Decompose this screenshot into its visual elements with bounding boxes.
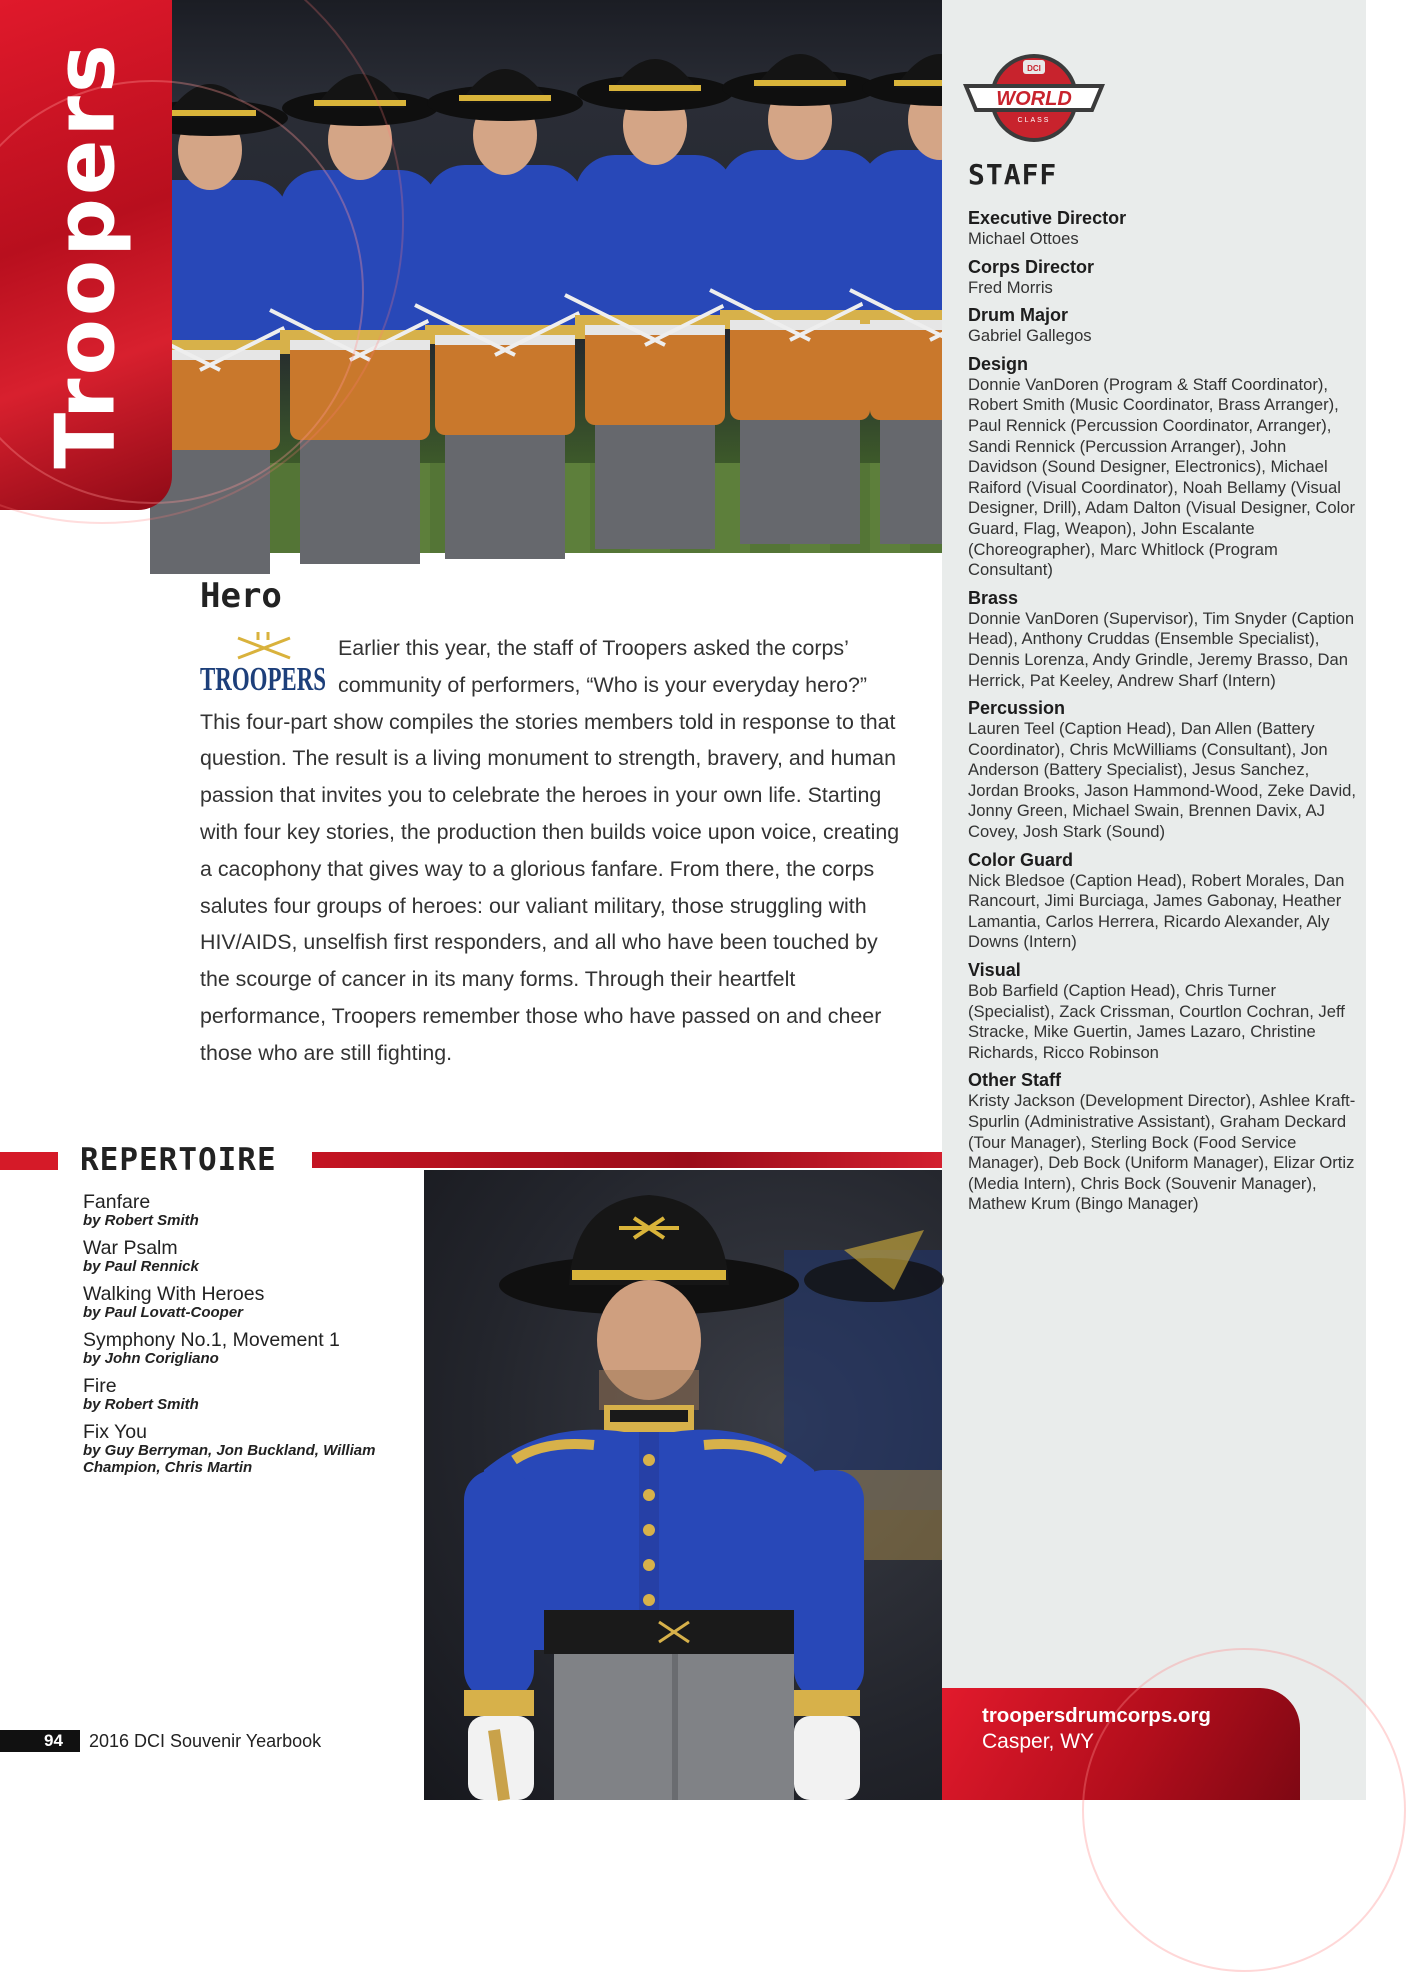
staff-group bbox=[968, 1070, 1358, 1215]
repertoire-title: Fire bbox=[83, 1375, 117, 1397]
trooper-jacket bbox=[425, 165, 585, 345]
staff-role: Other Staff bbox=[968, 1070, 1062, 1091]
page-number-bar bbox=[0, 1730, 80, 1752]
repertoire-composer: by Robert Smith bbox=[83, 1212, 199, 1229]
contact-footer bbox=[942, 1688, 1300, 1800]
staff-role: Drum Major bbox=[968, 305, 1069, 326]
staff-column bbox=[942, 0, 1366, 1800]
trooper-hat-band bbox=[609, 85, 701, 91]
page-number: 94 bbox=[44, 1731, 63, 1750]
repertoire-bar-left bbox=[0, 1152, 58, 1170]
staff-role: Percussion bbox=[968, 698, 1066, 719]
staff-names: Bob Barfield (Caption Head), Chris Turner (Specialist), Zack Crissman, Courtlon Cochran, Jeff Stracke, Mike Guertin, James Lazaro, Christine Richards, Ricco Robinson bbox=[968, 981, 1345, 1062]
website-url[interactable]: troopersdrumcorps.org bbox=[982, 1704, 1211, 1727]
badge-top-text: DCI bbox=[1027, 64, 1041, 73]
repertoire-title: Walking With Heroes bbox=[83, 1283, 265, 1305]
staff-list bbox=[968, 208, 1358, 1222]
snare-drum-rim bbox=[435, 335, 575, 345]
trooper-jacket bbox=[575, 155, 735, 335]
repertoire-composer: by Paul Lovatt-Cooper bbox=[83, 1304, 244, 1321]
staff-names: Michael Ottoes bbox=[968, 229, 1079, 248]
trooper-hat-band bbox=[754, 80, 846, 86]
staff-names: Gabriel Gallegos bbox=[968, 326, 1092, 346]
show-description-text: Earlier this year, the staff of Troopers asked the corps’ community of performers, “Who is your everyday hero?” This four-part show compiles the stories members told in response to that question. The result is a living monument to strength, bravery, and human passion that invites you to celebrate the heroes in your own life. Starting with four key stories, the production then builds voice upon voice, creating a cacophony that gives way to a glorious fanfare. From there, the corps salutes four groups of heroes: our valiant military, those struggling with HIV/AIDS, unselfish first responders, and all who have been touched by the scourge of cancer in its many forms. Through their heartfelt performance, Troopers remember those who have passed on and cheer those who are still fighting. bbox=[200, 636, 900, 1065]
staff-group bbox=[968, 850, 1358, 953]
staff-names: Kristy Jackson (Development Director), Ashlee Kraft-Spurlin (Administrative Assistant), Graham Deckard (Tour Manager), Sterling Bock (Food Service Manager), Deb Bock (Uniform Manager), Elizar Ortiz (Media Intern), Chris Bock (Souvenir Manager), Mathew Krum (Bingo Manager) bbox=[968, 1091, 1356, 1214]
trooper-hat-band bbox=[459, 95, 551, 101]
repertoire-item bbox=[83, 1376, 413, 1413]
repertoire-item bbox=[83, 1284, 413, 1321]
repertoire-bar-right bbox=[312, 1152, 942, 1168]
show-description bbox=[200, 630, 904, 1072]
snare-drum-rim bbox=[730, 320, 870, 330]
repertoire-item bbox=[83, 1238, 413, 1275]
staff-role: Corps Director bbox=[968, 256, 1095, 277]
repertoire-item bbox=[83, 1422, 413, 1476]
snare-drum-rim bbox=[585, 325, 725, 335]
staff-group bbox=[968, 588, 1358, 691]
repertoire-composer: by Robert Smith bbox=[83, 1396, 199, 1413]
world-class-badge bbox=[960, 50, 1108, 146]
repertoire-item bbox=[83, 1192, 413, 1229]
staff-role: Executive Director bbox=[968, 208, 1127, 228]
logo-text: TROOPERS bbox=[200, 661, 326, 698]
corps-name: Troopers bbox=[38, 41, 134, 469]
staff-role: Color Guard bbox=[968, 849, 1074, 870]
repertoire-title: Symphony No.1, Movement 1 bbox=[83, 1329, 340, 1351]
staff-names: Lauren Teel (Caption Head), Dan Allen (Battery Coordinator), Chris McWilliams (Consultant), Jon Anderson (Battery Specialist), Jesus Sanchez, Jordan Brooks, Jason Hammond-Wood, Zeke David, Jonny Green, Michael Swain, Brennen Davix, AJ Covey, Josh Stark (Sound) bbox=[968, 719, 1356, 842]
trooper-jacket bbox=[720, 150, 880, 330]
soldier-illustration bbox=[424, 1170, 942, 1800]
repertoire-composer: by Guy Berryman, Jon Buckland, William Champion, Chris Martin bbox=[83, 1442, 376, 1476]
repertoire-title: Fix You bbox=[83, 1421, 147, 1443]
repertoire-item bbox=[83, 1330, 413, 1367]
repertoire-title: Fanfare bbox=[83, 1191, 151, 1213]
publication-name: 2016 DCI Souvenir Yearbook bbox=[89, 1731, 322, 1751]
staff-group bbox=[968, 305, 1358, 347]
staff-role: Design bbox=[968, 353, 1029, 374]
staff-role: Brass bbox=[968, 587, 1019, 608]
repertoire-composer: by John Corigliano bbox=[83, 1350, 219, 1367]
repertoire-composer: by Paul Rennick bbox=[83, 1258, 199, 1275]
badge-sub-text: CLASS bbox=[1017, 117, 1051, 124]
soldier-photo bbox=[424, 1170, 942, 1800]
staff-names: Donnie VanDoren (Program & Staff Coordinator), Robert Smith (Music Coordinator, Brass Arranger), Paul Rennick (Percussion Coordinator, Arranger), Sandi Rennick (Percussion Arranger), John Davidson (Sound Designer, Electronics), Michael Raiford (Visual Coordinator), Noah Bellamy (Visual Designer, Drill), Adam Dalton (Visual Designer, Color Guard, Flag, Weapon), John Escalante (Choreographer), Marc Whitlock (Program Consultant) bbox=[968, 374, 1356, 580]
staff-group bbox=[968, 698, 1358, 843]
badge-main-text: WORLD bbox=[996, 88, 1072, 110]
staff-role: Visual bbox=[968, 960, 1021, 981]
repertoire-list bbox=[83, 1192, 413, 1485]
repertoire-heading: REPERTOIRE bbox=[80, 1142, 277, 1178]
staff-names: Donnie VanDoren (Supervisor), Tim Snyder (Caption Head), Anthony Cruddas (Ensemble Specialist), Dennis Lorenza, Andy Grindle, Jeremy Brasso, Dan Herrick, Pat Keeley, Andrew Sharf (Intern) bbox=[968, 608, 1355, 690]
staff-names: Nick Bledsoe (Caption Head), Robert Morales, Dan Rancourt, Jimi Burciaga, James Gabonay, Heather Lamantia, Carlos Herrera, Ricardo Alexander, Aly Downs (Intern) bbox=[968, 870, 1345, 952]
repertoire-title: War Psalm bbox=[83, 1237, 178, 1259]
staff-names: Fred Morris bbox=[968, 277, 1053, 297]
staff-heading: STAFF bbox=[968, 158, 1058, 191]
show-title: Hero bbox=[200, 576, 282, 616]
staff-group bbox=[968, 960, 1358, 1063]
staff-group bbox=[968, 208, 1358, 250]
staff-group bbox=[968, 257, 1358, 299]
corps-location: Casper, WY bbox=[982, 1730, 1095, 1753]
staff-group bbox=[968, 354, 1358, 581]
